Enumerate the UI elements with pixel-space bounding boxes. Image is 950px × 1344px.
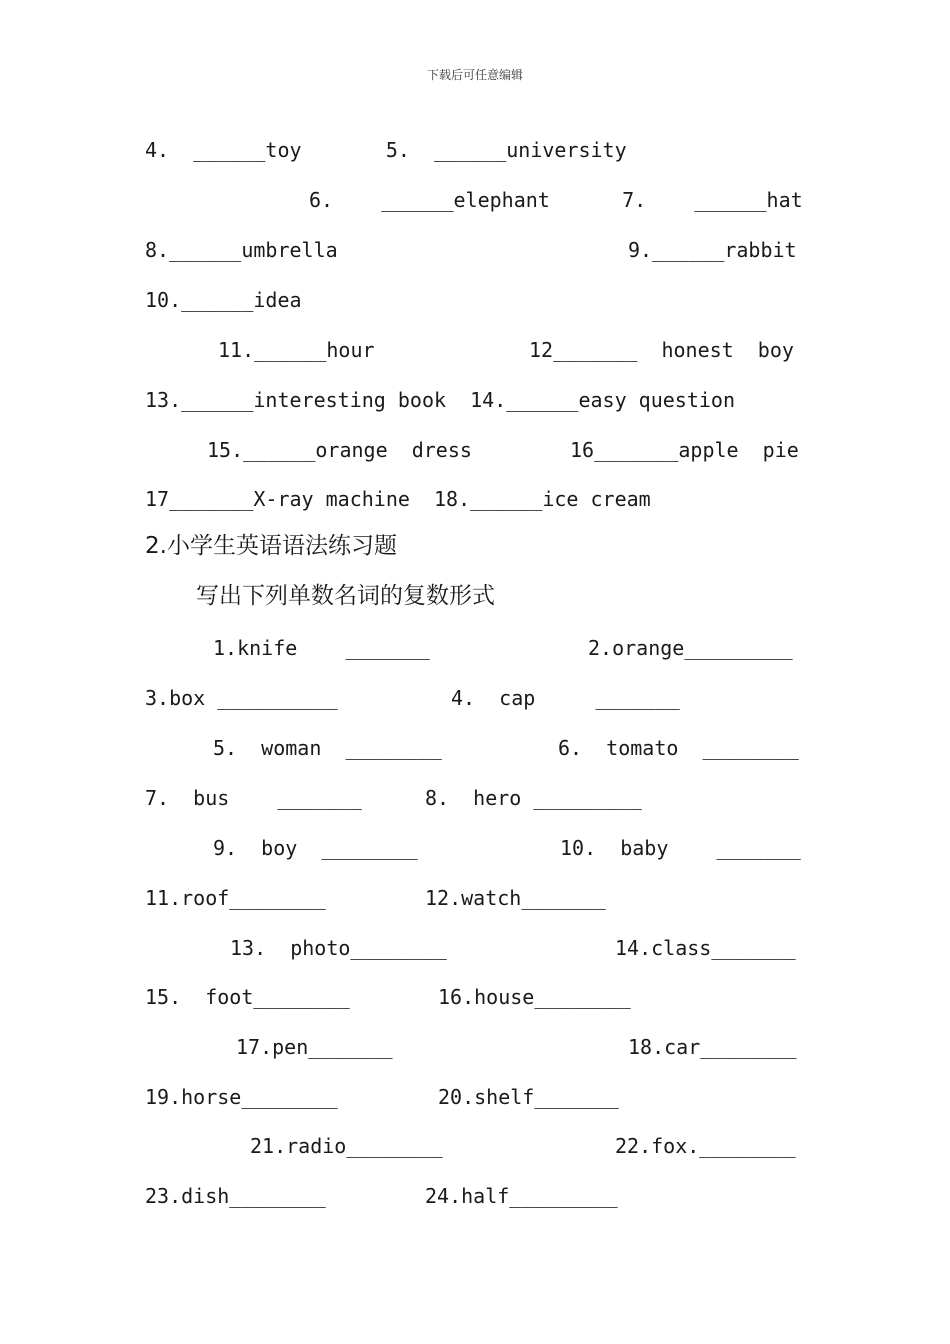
exercise-line: 6. ______elephant 7. ______hat [309, 188, 803, 212]
exercise-item: 6. tomato ________ [558, 736, 799, 760]
exercise-line: 4. ______toy 5. ______university [145, 138, 627, 162]
exercise-item: 20.shelf_______ [438, 1085, 619, 1109]
section-title: 2.小学生英语语法练习题 [145, 533, 397, 559]
exercise-item: 3.box __________ [145, 686, 338, 710]
exercise-item: 16.house________ [438, 985, 631, 1009]
exercise-item: 23.dish________ [145, 1184, 326, 1208]
exercise-line: 9.______rabbit [628, 238, 797, 262]
exercise-line: 12_______ honest boy [529, 338, 794, 362]
exercise-item: 14.class_______ [615, 936, 796, 960]
exercise-item: 21.radio________ [250, 1134, 443, 1158]
exercise-item: 19.horse________ [145, 1085, 338, 1109]
exercise-item: 9. boy ________ [213, 836, 418, 860]
exercise-item: 10. baby _______ [560, 836, 801, 860]
exercise-item: 11.roof________ [145, 886, 326, 910]
exercise-line: 8.______umbrella [145, 238, 338, 262]
exercise-line: 11.______hour [218, 338, 375, 362]
exercise-line: 16_______apple pie [570, 438, 799, 462]
exercise-item: 15. foot________ [145, 985, 350, 1009]
exercise-item: 5. woman ________ [213, 736, 442, 760]
exercise-item: 2.orange_________ [588, 636, 793, 660]
section-instruction: 写出下列单数名词的复数形式 [196, 583, 495, 609]
exercise-item: 24.half_________ [425, 1184, 618, 1208]
exercise-item: 1.knife _______ [213, 636, 430, 660]
exercise-item: 17.pen_______ [236, 1035, 393, 1059]
exercise-line: 15.______orange dress [207, 438, 472, 462]
exercise-item: 18.car________ [628, 1035, 797, 1059]
page-header: 下载后可任意编辑 [426, 68, 523, 82]
exercise-line: 13.______interesting book 14.______easy question [145, 388, 736, 412]
exercise-item: 13. photo________ [230, 936, 447, 960]
exercise-item: 12.watch_______ [425, 886, 606, 910]
exercise-item: 22.fox.________ [615, 1134, 796, 1158]
exercise-item: 8. hero _________ [425, 786, 642, 810]
exercise-line: 10.______idea [145, 288, 302, 312]
exercise-line: 17_______X-ray machine 18.______ice cream [145, 487, 651, 511]
exercise-item: 7. bus _______ [145, 786, 362, 810]
exercise-item: 4. cap _______ [451, 686, 680, 710]
